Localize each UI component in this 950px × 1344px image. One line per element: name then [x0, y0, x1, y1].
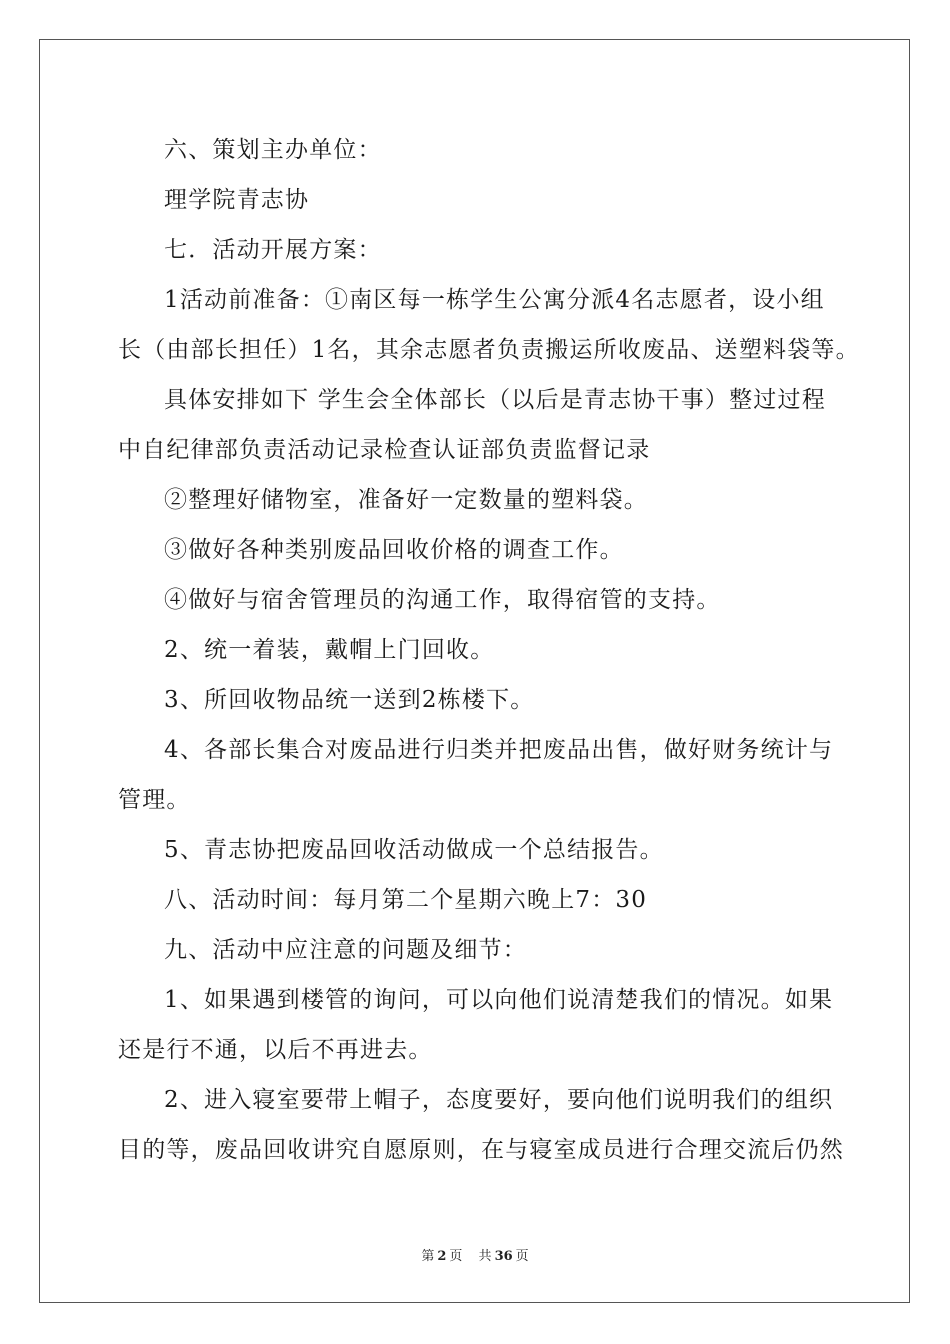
- text-line: 1活动前准备：①南区每一栋学生公寓分派4名志愿者，设小组: [164, 287, 825, 313]
- text-line: 1、如果遇到楼管的询问，可以向他们说清楚我们的情况。如果: [164, 987, 834, 1013]
- text-line: 理学院青志协: [164, 187, 310, 213]
- text-line: 具体安排如下 学生会全体部长（以后是青志协干事）整过过程: [164, 387, 826, 413]
- total-indicator: [476, 1249, 532, 1264]
- paragraph: [118, 675, 838, 725]
- paragraph: [118, 125, 838, 175]
- text-line: 长（由部长担任）1名，其余志愿者负责搬运所收废品、送塑料袋等。: [118, 337, 860, 363]
- text-line: 中自纪律部负责活动记录检查认证部负责监督记录: [118, 437, 651, 463]
- total-prefix: 共: [478, 1249, 492, 1264]
- text-line: 2、统一着装，戴帽上门回收。: [164, 637, 495, 663]
- paragraph: [118, 925, 838, 975]
- page-number: 2: [437, 1249, 447, 1264]
- text-line: 八、活动时间：每月第二个星期六晚上7：30: [164, 887, 648, 913]
- page-footer: [0, 1245, 950, 1264]
- page-prefix: 第: [421, 1249, 435, 1264]
- paragraph: [118, 525, 838, 575]
- text-line: 六、策划主办单位：: [164, 137, 382, 163]
- paragraph: [118, 875, 838, 925]
- text-line: ②整理好储物室，准备好一定数量的塑料袋。: [164, 487, 648, 513]
- paragraph: [118, 175, 838, 225]
- paragraph: [118, 475, 838, 525]
- paragraph: [118, 625, 838, 675]
- text-line: 管理。: [118, 787, 191, 813]
- paragraph: [118, 375, 838, 475]
- text-line: 3、所回收物品统一送到2栋楼下。: [164, 687, 535, 713]
- text-line: ③做好各种类别废品回收价格的调查工作。: [164, 537, 624, 563]
- text-line: 5、青志协把废品回收活动做成一个总结报告。: [164, 837, 664, 863]
- text-line: 2、进入寝室要带上帽子，态度要好，要向他们说明我们的组织: [164, 1087, 834, 1113]
- paragraph: [118, 975, 838, 1075]
- text-line: 目的等，废品回收讲究自愿原则，在与寝室成员进行合理交流后仍然: [118, 1137, 844, 1163]
- paragraph: [118, 275, 860, 375]
- text-line: ④做好与宿舍管理员的沟通工作，取得宿管的支持。: [164, 587, 721, 613]
- text-line: 七．活动开展方案：: [164, 237, 382, 263]
- paragraph: [118, 225, 838, 275]
- text-line: 4、各部长集合对废品进行归类并把废品出售，做好财务统计与: [164, 737, 834, 763]
- paragraph: [118, 575, 838, 625]
- total-pages: 36: [494, 1249, 513, 1264]
- page-suffix: 页: [449, 1249, 463, 1264]
- paragraph: [118, 725, 838, 825]
- paragraph: [118, 825, 838, 875]
- page-indicator: [418, 1249, 465, 1264]
- text-line: 还是行不通，以后不再进去。: [118, 1037, 433, 1063]
- paragraph: [118, 1075, 844, 1175]
- text-line: 九、活动中应注意的问题及细节：: [164, 937, 527, 963]
- total-suffix: 页: [515, 1249, 529, 1264]
